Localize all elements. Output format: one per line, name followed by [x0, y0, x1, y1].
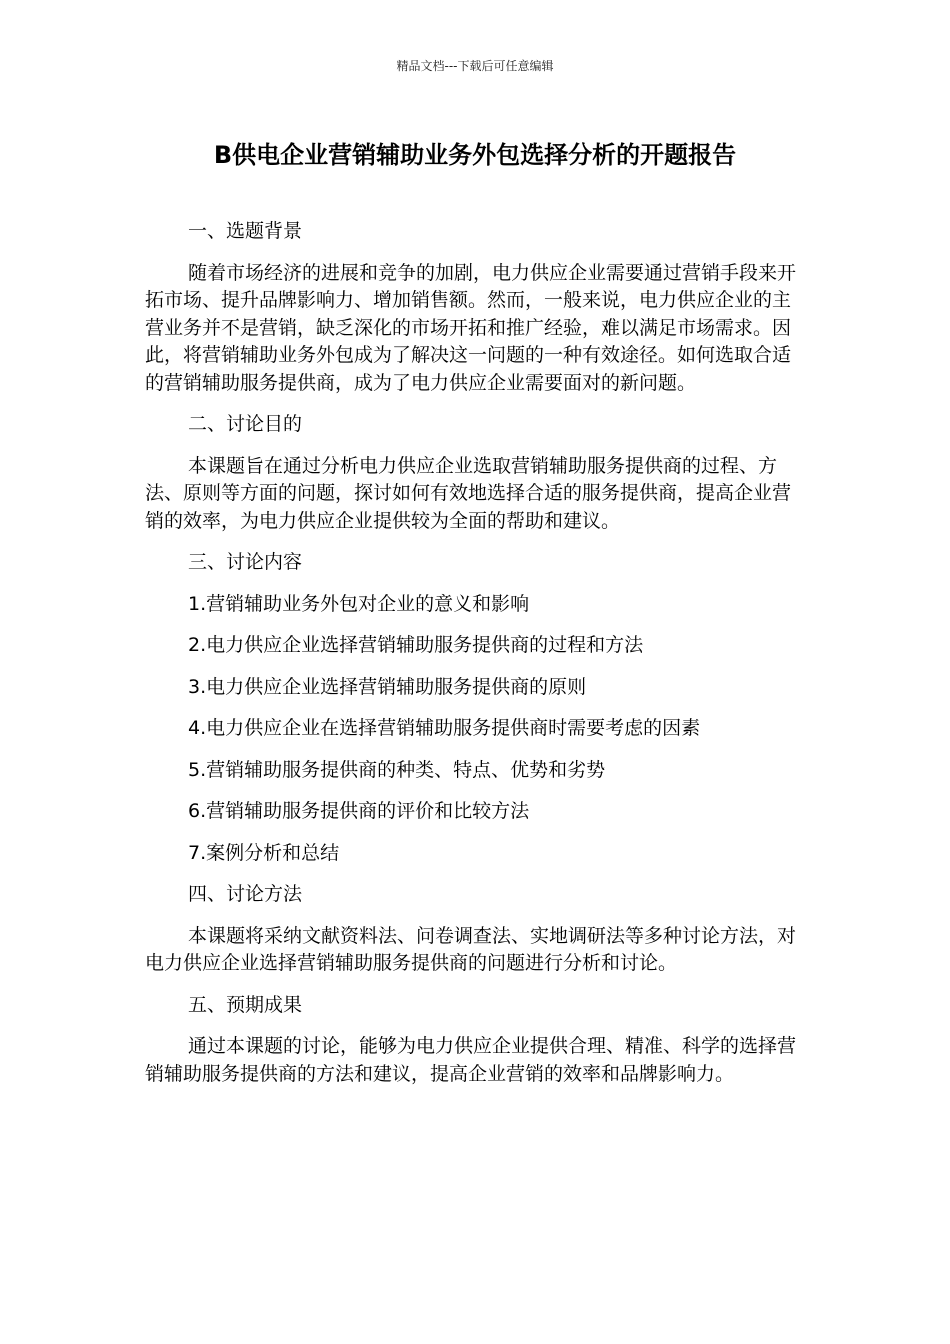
section-paragraph-method: 本课题将采纳文献资料法、问卷调查法、实地调研法等多种讨论方法，对电力供应企业选择营销辅助服务提供商的问题进行分析和讨论。	[145, 924, 797, 974]
section-paragraph-background: 随着市场经济的进展和竞争的加剧，电力供应企业需要通过营销手段来开拓市场、提升品牌影响力、增加销售额。然而，一般来说，电力供应企业的主营业务并不是营销，缺乏深化的市场开拓和推广经验，难以满足市场需求。因此，将营销辅助业务外包成为了解决这一问题的一种有效途径。如何选取合适的营销辅助服务提供商，成为了电力供应企业需要面对的新问题。	[145, 261, 797, 394]
document-title: B供电企业营销辅助业务外包选择分析的开题报告	[213, 141, 737, 169]
section-paragraph-results: 通过本课题的讨论，能够为电力供应企业提供合理、精准、科学的选择营销辅助服务提供商的方法和建议，提高企业营销的效率和品牌影响力。	[145, 1035, 797, 1085]
content-list-item: 7.案例分析和总结	[188, 841, 340, 864]
section-heading-content: 三、讨论内容	[188, 551, 303, 573]
content-list-item: 3.电力供应企业选择营销辅助服务提供商的原则	[188, 675, 587, 698]
section-heading-purpose: 二、讨论目的	[188, 413, 303, 435]
content-list-item: 6.营销辅助服务提供商的评价和比较方法	[188, 800, 530, 822]
section-heading-results: 五、预期成果	[188, 993, 303, 1016]
content-list-item: 2.电力供应企业选择营销辅助服务提供商的过程和方法	[188, 634, 644, 656]
document-body	[145, 218, 808, 1102]
section-heading-method: 四、讨论方法	[188, 883, 303, 905]
header-note: 精品文档---下载后可任意编辑	[396, 59, 554, 73]
content-list-item: 5.营销辅助服务提供商的种类、特点、优势和劣势	[188, 758, 606, 781]
section-paragraph-purpose: 本课题旨在通过分析电力供应企业选取营销辅助服务提供商的过程、方法、原则等方面的问题，探讨如何有效地选择合适的服务提供商，提高企业营销的效率，为电力供应企业提供较为全面的帮助和建议。	[145, 454, 792, 532]
content-list-item: 1.营销辅助业务外包对企业的意义和影响	[188, 592, 530, 615]
content-list-item: 4.电力供应企业在选择营销辅助服务提供商时需要考虑的因素	[188, 717, 701, 739]
section-heading-background: 一、选题背景	[188, 220, 303, 242]
